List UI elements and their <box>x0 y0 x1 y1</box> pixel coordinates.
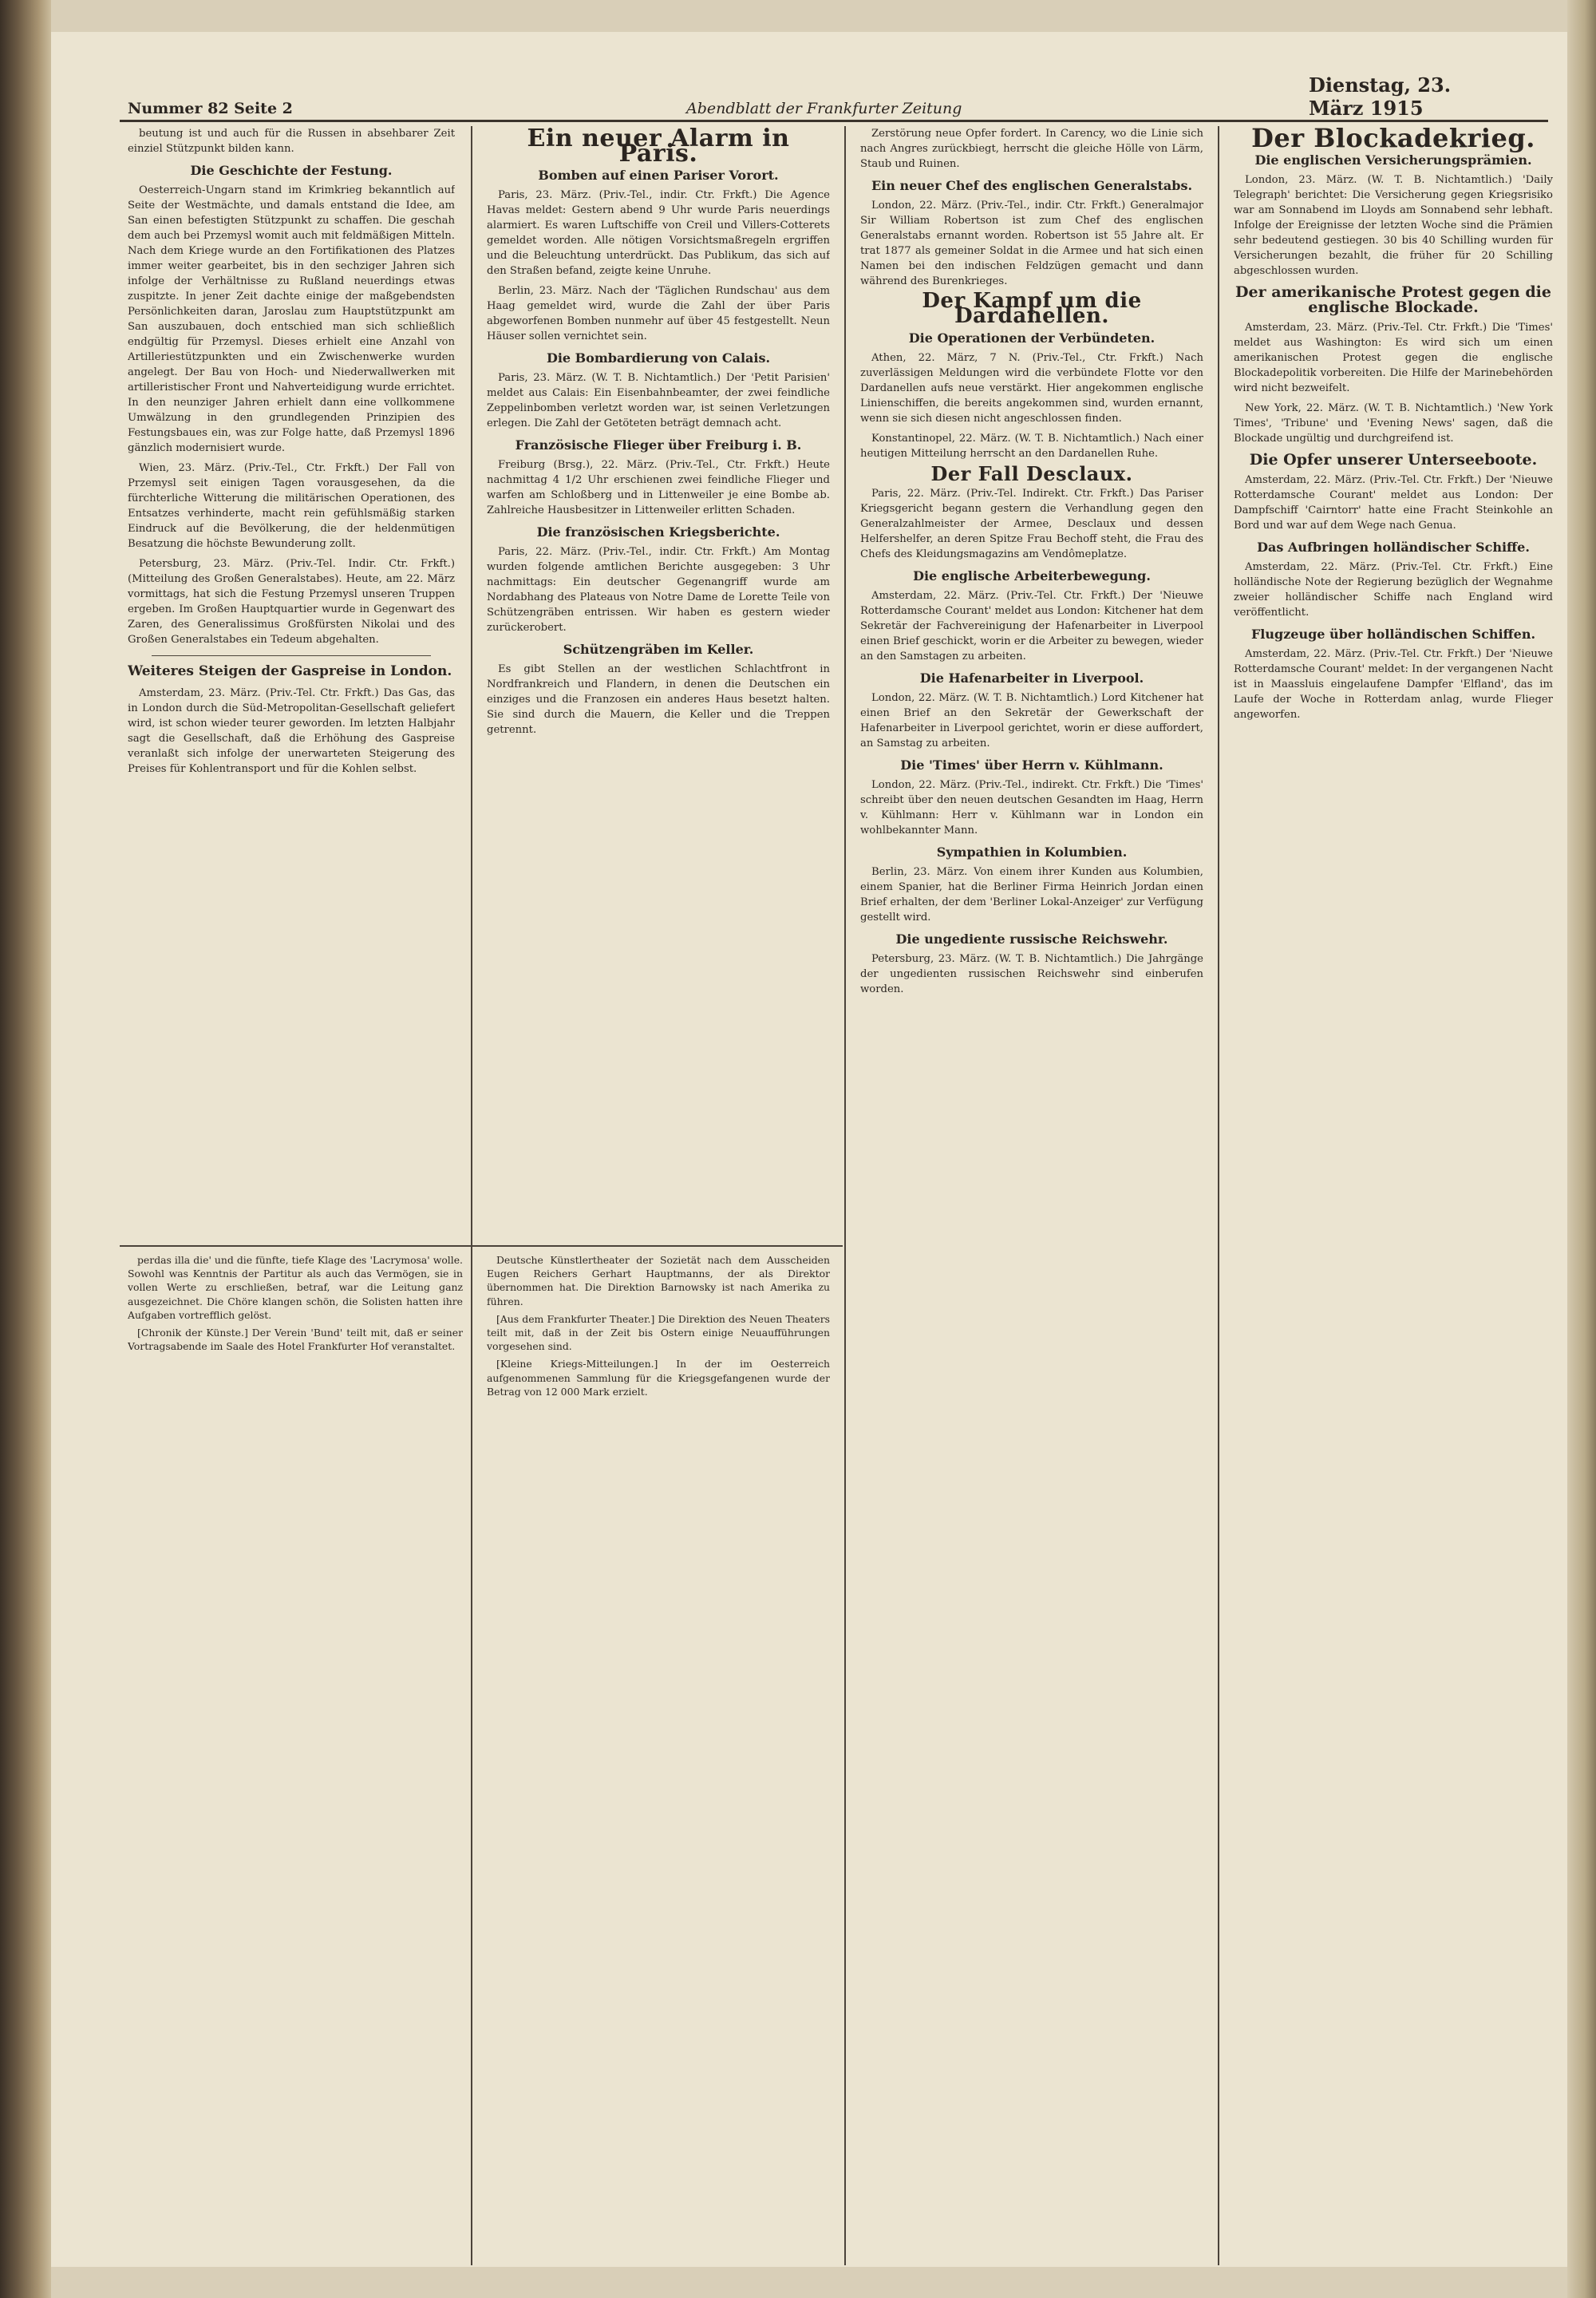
col2-title: Ein neuer Alarm in Paris. <box>527 126 790 168</box>
feuilleton-left-text-2: [Chronik der Künste.] Der Verein 'Bund' teilt mit, daß er seiner Vortragsabende im Saale des Hotel Frankfurter Hof veranstaltet. <box>128 1327 463 1353</box>
column-2 <box>487 126 830 1244</box>
separator <box>152 655 431 656</box>
col4-section5-body: Amsterdam, 22. März. (Priv.-Tel. Ctr. Frkft.) Der 'Nieuwe Rotterdamsche Courant' meldet: In der vergangenen Nacht ist in Maassluis eingelaufene Dampfer 'Elfland', das im Laufe der Woche in Rotterdam anlag, wurde Flieger angeworfen. <box>1234 648 1553 721</box>
col2-section2-body: Paris, 23. März. (W. T. B. Nichtamtlich.) Der 'Petit Parisien' meldet aus Calais: Ein Eisenbahnbeamter, der zwei feindliche Zeppelinbomben verletzt worden war, ist seinen Verletzungen erlegen. Die Zahl der Getöteten beträgt demnach acht. <box>487 372 830 429</box>
masthead: Abendblatt der Frankfurter Zeitung <box>686 100 962 117</box>
col2-section2-title: Die Bombardierung von Calais. <box>546 350 771 366</box>
col2-section5-body: Es gibt Stellen an der westlichen Schlachtfront in Nordfrankreich und Flandern, in denen die Deutschen ein einziges und die Franzosen ein anderes Haus besetzt halten. Sie sind durch die Mauern, die Keller und die Treppen getrennt. <box>487 663 830 736</box>
feuilleton-right-text-3: [Kleine Kriegs-Mitteilungen.] In der im Oesterreich aufgenommenen Sammlung für die Kriegsgefangenen wurde der Betrag von 12 000 Mark erzielt. <box>487 1358 830 1398</box>
column-rule <box>471 126 472 2265</box>
column-rule <box>1218 126 1219 2265</box>
col3-section2-sub: Die Operationen der Verbündeten. <box>908 330 1156 346</box>
header-rule <box>120 120 1548 122</box>
feuilleton-right-text-2: [Aus dem Frankfurter Theater.] Die Direktion des Neuen Theaters teilt mit, daß in der Zeit bis Ostern einige Neuaufführungen vorgesehen sind. <box>487 1312 830 1353</box>
col1-section3-body: Petersburg, 23. März. (Priv.-Tel. Indir. Ctr. Frkft.) (Mitteilung des Großen Generalstabes). Heute, am 22. März vormittags, hat sich die Festung Przemysl unseren Truppen ergeben. Im Großen Hauptquartier wurde in Gegenwart des Zaren, des Generalissimus Großfürsten Nikolai und des Großen Generalstabes ein Tedeum abgehalten. <box>128 558 455 646</box>
col1-section1-title: Die Geschichte der Festung. <box>190 163 393 178</box>
col3-section7-body: Berlin, 23. März. Von einem ihrer Kunden aus Kolumbien, einem Spanier, hat die Berliner Firma Heinrich Jordan einen Brief erhalten, der dem 'Berliner Lokal-Anzeiger' zur Verfügung gestellt wird. <box>860 866 1203 924</box>
col4-title: Der Blockadekrieg. <box>1251 126 1535 153</box>
book-binding <box>0 0 51 2298</box>
col3-section4-body: Amsterdam, 22. März. (Priv.-Tel. Ctr. Frkft.) Der 'Nieuwe Rotterdamsche Courant' meldet aus London: Kitchener hat dem Sekretär der Fachvereinigung der Hafenarbeiter in Liverpool einen Brief geschickt, worin er die Arbeiter zu bewegen, wieder an den Samstagen zu arbeiten. <box>860 590 1203 663</box>
column-3 <box>860 126 1203 2257</box>
col4-section5-title: Flugzeuge über holländischen Schiffen. <box>1250 627 1536 642</box>
col3-section1-body: London, 22. März. (Priv.-Tel., indir. Ctr. Frkft.) Generalmajor Sir William Robertson ist zum Chef des englischen Generalstabs ernannt worden. Robertson ist 55 Jahre alt. Er trat 1877 als gemeiner Soldat in die Armee und hat sich einen Namen bei den indischen Feldzügen gemacht und dann während des Burenkrieges. <box>860 200 1203 287</box>
col2-body2: Berlin, 23. März. Nach der 'Täglichen Rundschau' aus dem Haag gemeldet wird, wurde die Zahl der über Paris abgeworfenen Bomben nunmehr auf über 45 festgestellt. Neun Häuser sollen vernichtet sein. <box>487 285 830 342</box>
col1-section4-title: Weiteres Steigen der Gaspreise in London. <box>128 663 452 679</box>
feuilleton-left-text: perdas illa die' und die fünfte, tiefe Klage des 'Lacrymosa' wolle. Sowohl was Kenntnis der Partitur als auch das Vermögen, sie in vollen Werte zu erschließen, betraf, war die Leitung ganz ausgezeichnet. Die Chöre klangen schön, die Solisten hatten ihre Aufgaben vortrefflich gelöst. <box>128 1254 463 1321</box>
col4-section2-body2: New York, 22. März. (W. T. B. Nichtamtlich.) 'New York Times', 'Tribune' und 'Evening News' sagen, daß die Blockade ungültig und durchgreifend ist. <box>1234 402 1553 445</box>
col3-section3-title: Der Fall Desclaux. <box>930 462 1133 485</box>
feuilleton-rule <box>120 1245 843 1247</box>
col1-section2-body: Wien, 23. März. (Priv.-Tel., Ctr. Frkft.) Der Fall von Przemysl seit einigen Tagen vorausgesehen, da die fürchterliche Witterung die militärischen Operationen, des Entsatzes verhinderte, macht rein gefühlsmäßig starken Eindruck auf die Bevölkerung, die der heldenmütigen Besatzung die höchste Bewunderung zollt. <box>128 462 455 550</box>
issue-number: Nummer 82 Seite 2 <box>128 100 293 117</box>
col4-section4-title: Das Aufbringen holländischer Schiffe. <box>1257 540 1530 555</box>
col1-intro: beutung ist und auch für die Russen in absehbarer Zeit einziel Stützpunkt bilden kann. <box>128 128 455 155</box>
col2-subtitle: Bomben auf einen Pariser Vorort. <box>538 168 779 183</box>
col4-section2-title: Der amerikanische Protest gegen die englische Blockade. <box>1235 283 1551 316</box>
col3-section6-title: Die 'Times' über Herrn v. Kühlmann. <box>900 757 1163 773</box>
column-1 <box>128 126 455 1244</box>
col4-section3-title: Die Opfer unserer Unterseeboote. <box>1249 451 1538 469</box>
col4-section2-body: Amsterdam, 23. März. (Priv.-Tel. Ctr. Frkft.) Die 'Times' meldet aus Washington: Es wird sich um einen amerikanischen Protest gegen die englische Blockadepolitik vorbereiten. Die Hilfe der Marinebehörden wird nicht bezweifelt. <box>1234 322 1553 394</box>
col3-section5-body: London, 22. März. (W. T. B. Nichtamtlich.) Lord Kitchener hat einen Brief an den Sekretär der Gewerkschaft der Hafenarbeiter in Liverpool gerichtet, worin er diese auffordert, an Samstag zu arbeiten. <box>860 692 1203 750</box>
col3-section6-body: London, 22. März. (Priv.-Tel., indirekt. Ctr. Frkft.) Die 'Times' schreibt über den neuen deutschen Gesandten im Haag, Herrn v. Kühlmann: Herr v. Kühlmann war in London ein wohlbekannter Mann. <box>860 779 1203 837</box>
col2-section5-title: Schützengräben im Keller. <box>563 642 754 657</box>
col3-section2-body: Athen, 22. März, 7 N. (Priv.-Tel., Ctr. Frkft.) Nach zuverlässigen Meldungen wird die verbündete Flotte vor den Dardanellen aufs neue verstärkt. Hier angekommen englische Linienschiffen, die bereits angekommen sind, wurden ernannt, wenn sie sich diesen nicht angeschlossen finden. <box>860 352 1203 425</box>
col2-body1: Paris, 23. März. (Priv.-Tel., indir. Ctr. Frkft.) Die Agence Havas meldet: Gestern abend 9 Uhr wurde Paris neuerdings alarmiert. Es waren Luftschiffe von Creil und Villers-Cotterets gemeldet worden. Alle nötigen Vorsichtsmaßregeln ergriffen und die Beleuchtung unterdrückt. Das Publikum, das sich auf den Straßen befand, zeigte keine Unruhe. <box>487 189 830 277</box>
feuilleton-left <box>128 1253 463 2259</box>
col3-section8-title: Die ungediente russische Reichswehr. <box>895 931 1168 947</box>
col3-section8-body: Petersburg, 23. März. (W. T. B. Nichtamtlich.) Die Jahrgänge der ungedienten russischen Reichswehr sind einberufen worden. <box>860 953 1203 995</box>
col2-section4-title: Die französischen Kriegsberichte. <box>536 524 780 540</box>
col3-section5-title: Die Hafenarbeiter in Liverpool. <box>919 670 1144 686</box>
date-line: Dienstag, 23. März 1915 <box>1309 73 1452 120</box>
col2-section3-body: Freiburg (Brsg.), 22. März. (Priv.-Tel., Ctr. Frkft.) Heute nachmittag 4 1/2 Uhr erschienen zwei feindliche Flieger und warfen am Schloßberg und in Littenweiler je eine Bombe ab. Zahlreiche Hausbesitzer in Littenweiler erlitten Schaden. <box>487 459 830 516</box>
col3-section2-body2: Konstantinopel, 22. März. (W. T. B. Nichtamtlich.) Nach einer heutigen Mitteilung herrscht an den Dardanellen Ruhe. <box>860 433 1203 460</box>
col3-section3-body: Paris, 22. März. (Priv.-Tel. Indirekt. Ctr. Frkft.) Das Pariser Kriegsgericht begann gestern die Verhandlung gegen den Generalzahlmeister der Armee, Desclaux und dessen Helfershelfer, an deren Spitze Frau Bechoff steht, die Frau des Chefs des Kleidungsmagazins am Vendômeplatze. <box>860 488 1203 560</box>
col3-section7-title: Sympathien in Kolumbien. <box>936 844 1128 860</box>
column-rule <box>844 126 846 2265</box>
col1-section1-body: Oesterreich-Ungarn stand im Krimkrieg bekanntlich auf Seite der Westmächte, und damals entstand die Idee, am San einen befestigten Stützpunkt zu schaffen. Die geschah dem auch bei Przemysl womit auch mit feldmäßigen Mitteln. Nach dem Kriege wurde an den Fortifikationen des Platzes immer weiter gearbeitet, bis in den sechziger Jahren sich infolge der Verhältnisse zu Rußland neuerdings etwas zuspitzte. In jener Zeit dachte einige der maßgebendsten Persönlichkeiten daran, Jaroslau zum Hauptstützpunkt am San auszubauen, doch entschied man sich schließlich endgültig für Przemysl. Dieses erhielt eine Anzahl von Artilleriestützpunkten und ein Zwischenwerke wurden angelegt. Der Bau von Hoch- und Niederwallwerken mit artilleristischer Front und Nahverteidigung wurde errichtet. In den neunziger Jahren erhielt dann eine vollkommene Umwälzung in den grundlegenden Prinzipien des Festungsbaues ein, was zur Folge hatte, daß Przemysl 1896 gänzlich modernisiert wurde. <box>128 184 455 454</box>
column-4 <box>1234 126 1553 2257</box>
col1-section4-body: Amsterdam, 23. März. (Priv.-Tel. Ctr. Frkft.) Das Gas, das in London durch die Süd-Metropolitan-Gesellschaft geliefert wird, ist schon wieder teurer geworden. Im letzten Halbjahr sagt die Gesellschaft, daß die Erhöhung des Gaspreise veranlaßt sich infolge der unerwarteten Steigerung des Preises für Kohlentransport und für die Kohlen selbst. <box>128 687 455 775</box>
col2-section3-title: Französische Flieger über Freiburg i. B. <box>515 437 802 453</box>
page-edge <box>1567 0 1596 2298</box>
col3-section2-title: Der Kampf um die Dardanellen. <box>922 289 1142 328</box>
col3-intro: Zerstörung neue Opfer fordert. In Carency, wo die Linie sich nach Angres zurückbiegt, herrscht die gleiche Hölle von Lärm, Staub und Ruinen. <box>860 128 1203 170</box>
col4-section1-body: London, 23. März. (W. T. B. Nichtamtlich.) 'Daily Telegraph' berichtet: Die Versicherung gegen Kriegsrisiko war am Sonnabend im Lloyds am Sonnabend sehr lebhaft. Infolge der Ereignisse der letzten Woche sind die Prämien sehr bedeutend gestiegen. 30 bis 40 Schilling wurden für Versicherungen bezahlt, die früher für 20 Schilling abgeschlossen wurden. <box>1234 174 1553 277</box>
feuilleton-right-text: Deutsche Künstlertheater der Sozietät nach dem Ausscheiden Eugen Reichers Gerhart Hauptmanns, der als Direktor übernommen hat. Die Direktion Barnowsky ist nach Amerika zu führen. <box>487 1254 830 1307</box>
feuilleton-right <box>487 1253 830 2259</box>
col3-section4-title: Die englische Arbeiterbewegung. <box>913 568 1151 583</box>
col4-section1-title: Die englischen Versicherungsprämien. <box>1254 152 1532 168</box>
col3-section1-title: Ein neuer Chef des englischen Generalstabs. <box>871 178 1193 193</box>
col2-section4-body: Paris, 22. März. (Priv.-Tel., indir. Ctr. Frkft.) Am Montag wurden folgende amtlichen Berichte ausgegeben: 3 Uhr nachmittags: Ein deutscher Gegenangriff wurde am Nordabhang des Plateaus von Notre Dame de Lorette Teile von Schützengräben entrissen. Wir haben es gestern wieder zurückerobert. <box>487 546 830 634</box>
col4-section3-body: Amsterdam, 22. März. (Priv.-Tel. Ctr. Frkft.) Der 'Nieuwe Rotterdamsche Courant' meldet aus London: Der Dampfschiff 'Cairntorr' hatte eine Fracht Steinkohle an Bord und war auf dem Wege nach Genua. <box>1234 474 1553 532</box>
col4-section4-body: Amsterdam, 22. März. (Priv.-Tel. Ctr. Frkft.) Eine holländische Note der Regierung bezüglich der Wegnahme zweier holländischer Schiffe nach England wird veröffentlicht. <box>1234 561 1553 619</box>
